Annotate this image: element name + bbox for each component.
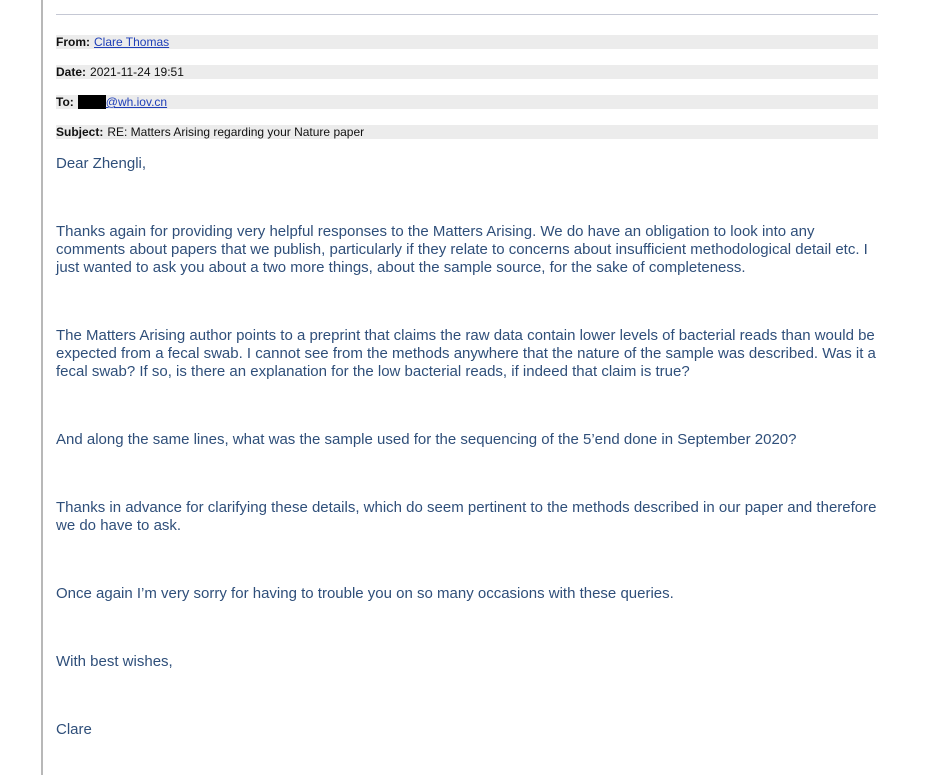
from-label: From: — [56, 35, 90, 49]
redaction-block — [78, 95, 106, 109]
signature: Clare — [56, 721, 92, 738]
top-divider — [56, 14, 878, 15]
paragraph-5: Once again I’m very sorry for having to trouble you on so many occasions with these queries. — [56, 585, 674, 602]
to-row — [56, 95, 878, 109]
subject-value: RE: Matters Arising regarding your Nature paper — [107, 125, 365, 139]
date-row — [56, 65, 878, 79]
greeting: Dear Zhengli, — [56, 155, 147, 172]
from-row — [56, 35, 878, 49]
paragraph-3: And along the same lines, what was the sample used for the sequencing of the 5’end done in September 2020? — [56, 431, 797, 448]
to-recipient-link[interactable]: @wh.iov.cn — [105, 95, 168, 109]
to-label: To: — [56, 95, 74, 109]
date-value: 2021-11-24 19:51 — [90, 65, 184, 79]
paragraph-2: The Matters Arising author points to a preprint that claims the raw data contain lower levels of bacterial reads than would be expected from a fecal swab. I cannot see from the methods anywhere that the nature of the sample was described. Was it a fecal swab? If so, is there an explanation for the low bacterial reads, if indeed that claim is true? — [56, 327, 876, 380]
from-sender-link[interactable]: Clare Thomas — [94, 35, 170, 49]
closing: With best wishes, — [56, 653, 173, 670]
paragraph-1: Thanks again for providing very helpful responses to the Matters Arising. We do have an obligation to look into any comments about papers that we publish, particularly if they relate to concerns about insufficient methodological detail etc. I just wanted to ask you about a two more things, about the sample source, for the sake of completeness. — [56, 223, 868, 276]
subject-row — [56, 125, 878, 139]
subject-label: Subject: — [56, 125, 104, 139]
date-label: Date: — [56, 65, 87, 79]
paragraph-4: Thanks in advance for clarifying these details, which do seem pertinent to the methods described in our paper and therefore we do have to ask. — [56, 499, 877, 534]
left-margin-rule — [41, 0, 43, 775]
